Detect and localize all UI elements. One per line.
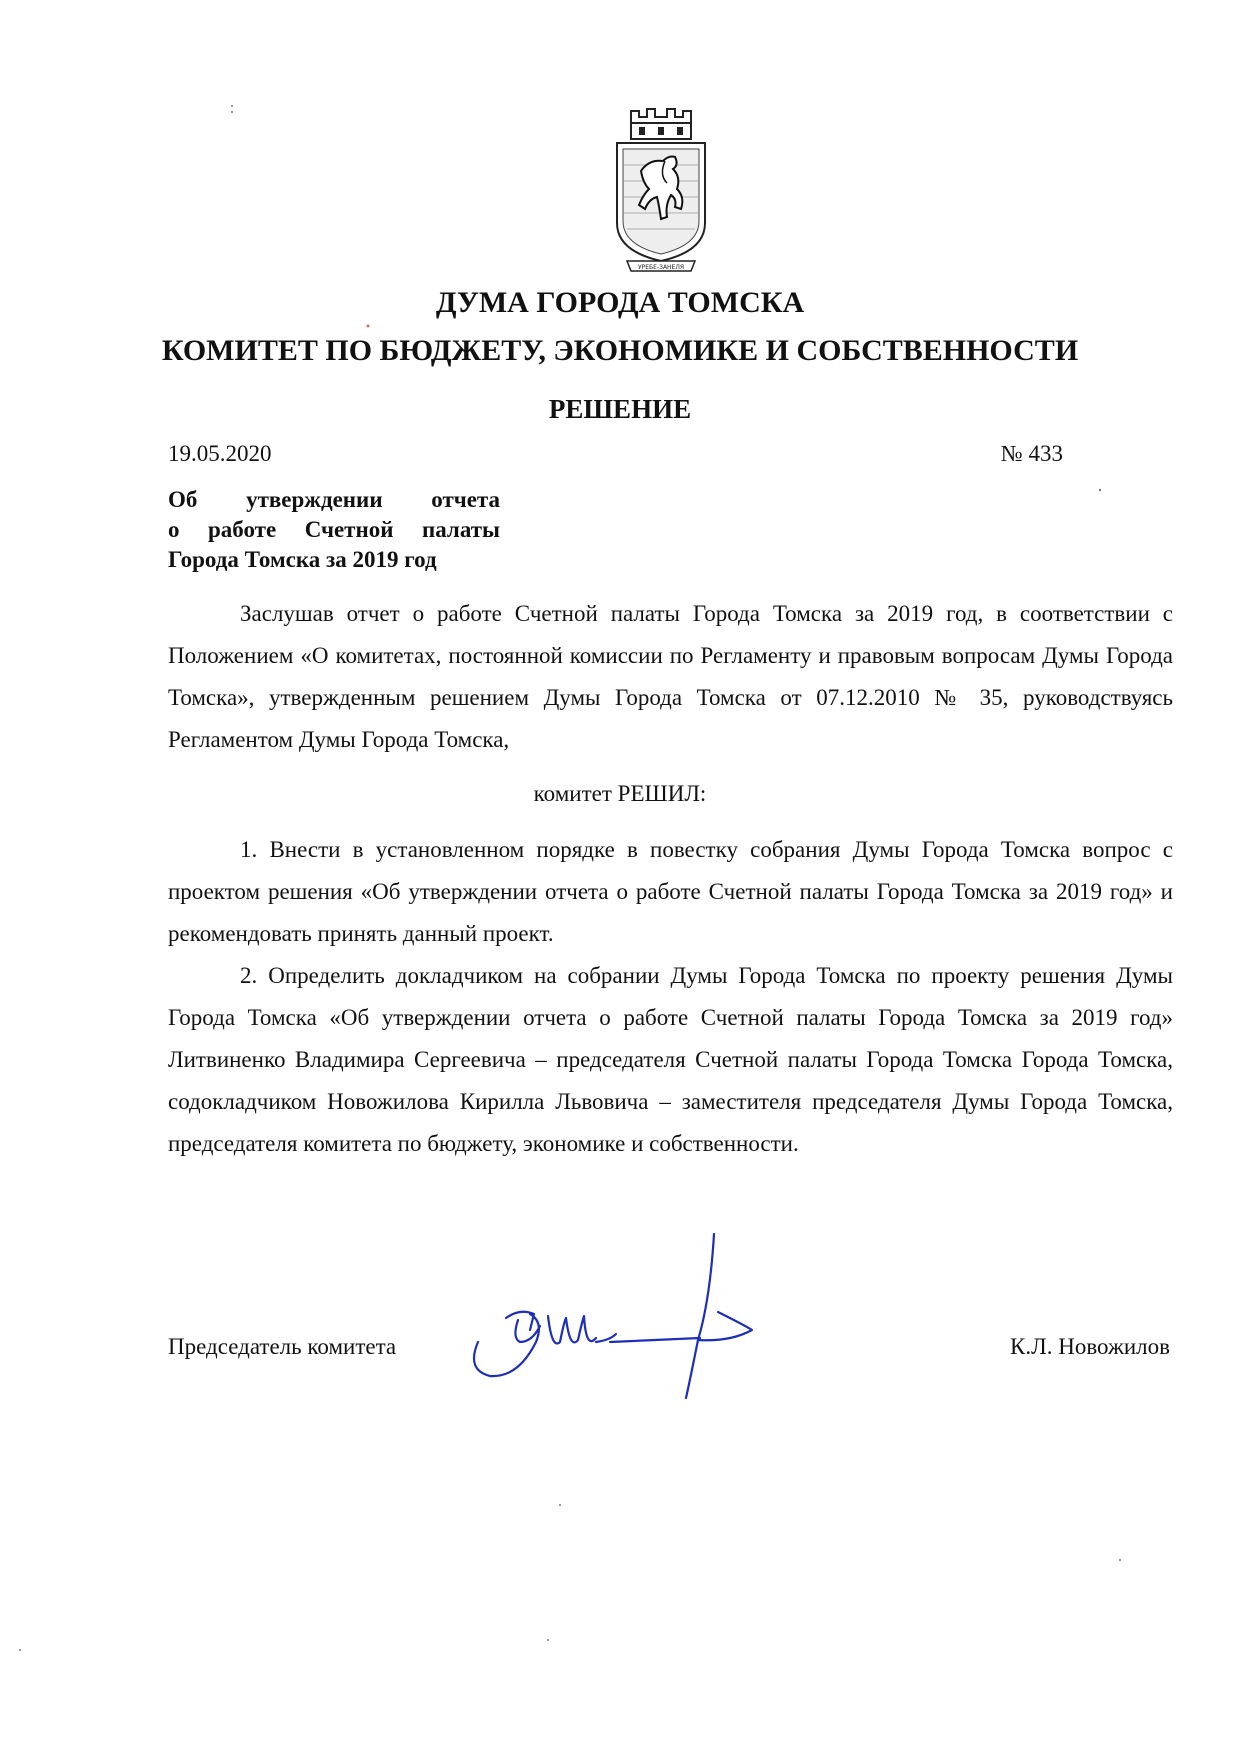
document-type: РЕШЕНИЕ [548, 394, 692, 424]
document-date: 19.05.2020 [168, 441, 272, 466]
signatory-name: К.Л. Новожилов [1010, 1334, 1170, 1359]
intro-paragraph: Заслушав отчет о работе Счетной палаты Города Томска за 2019 год, в соответствии с Положением «О комитетах, постоянной комиссии по Регламенту и правовым вопросам Думы Города Томска», утвержденным решением Думы Города Томска от 07.12.2010 № 35, руководствуясь Регламентом Думы Города Томска, [168, 601, 1173, 752]
document-subject [168, 485, 500, 575]
decision-item: 2. Определить докладчиком на собрании Думы Города Томска по проекту решения Думы Города Томска «Об утверждении отчета о работе Счетной палаты Города Томска за 2019 год» Литвиненко Владимира Сергеевича – председателя Счетной палаты Города Томска Города Томска, содокладчиком Новожилова Кирилла Львовича – заместителя председателя Думы Города Томска, председателя комитета по бюджету, экономике и собственности. [168, 963, 1173, 1156]
subject-line: о работе Счетной палаты [168, 517, 500, 542]
subject-line: Об утверждении отчета [168, 487, 500, 512]
intro-block [168, 593, 1173, 761]
decided-heading: комитет РЕШИЛ: [533, 781, 707, 806]
subject-line: Города Томска за 2019 год [168, 547, 437, 572]
svg-text:УРЕБЕ-ЗАНЕЛЯ: УРЕБЕ-ЗАНЕЛЯ [637, 264, 685, 271]
tomsk-coat-of-arms-icon [609, 105, 713, 277]
decision-items [168, 829, 1173, 1165]
handwritten-signature [460, 1230, 790, 1400]
document-number: № 433 [1000, 441, 1063, 466]
organization-title: ДУМА ГОРОДА ТОМСКА [435, 286, 805, 319]
decision-item: 1. Внести в установленном порядке в повестку собрания Думы Города Томска вопрос с проектом решения «Об утверждении отчета о работе Счетной палаты Города Томска за 2019 год» и рекомендовать принять данный проект. [168, 837, 1173, 946]
signatory-position: Председатель комитета [168, 1334, 397, 1359]
committee-title: КОМИТЕТ ПО БЮДЖЕТУ, ЭКОНОМИКЕ И СОБСТВЕННОСТИ [161, 334, 1079, 367]
